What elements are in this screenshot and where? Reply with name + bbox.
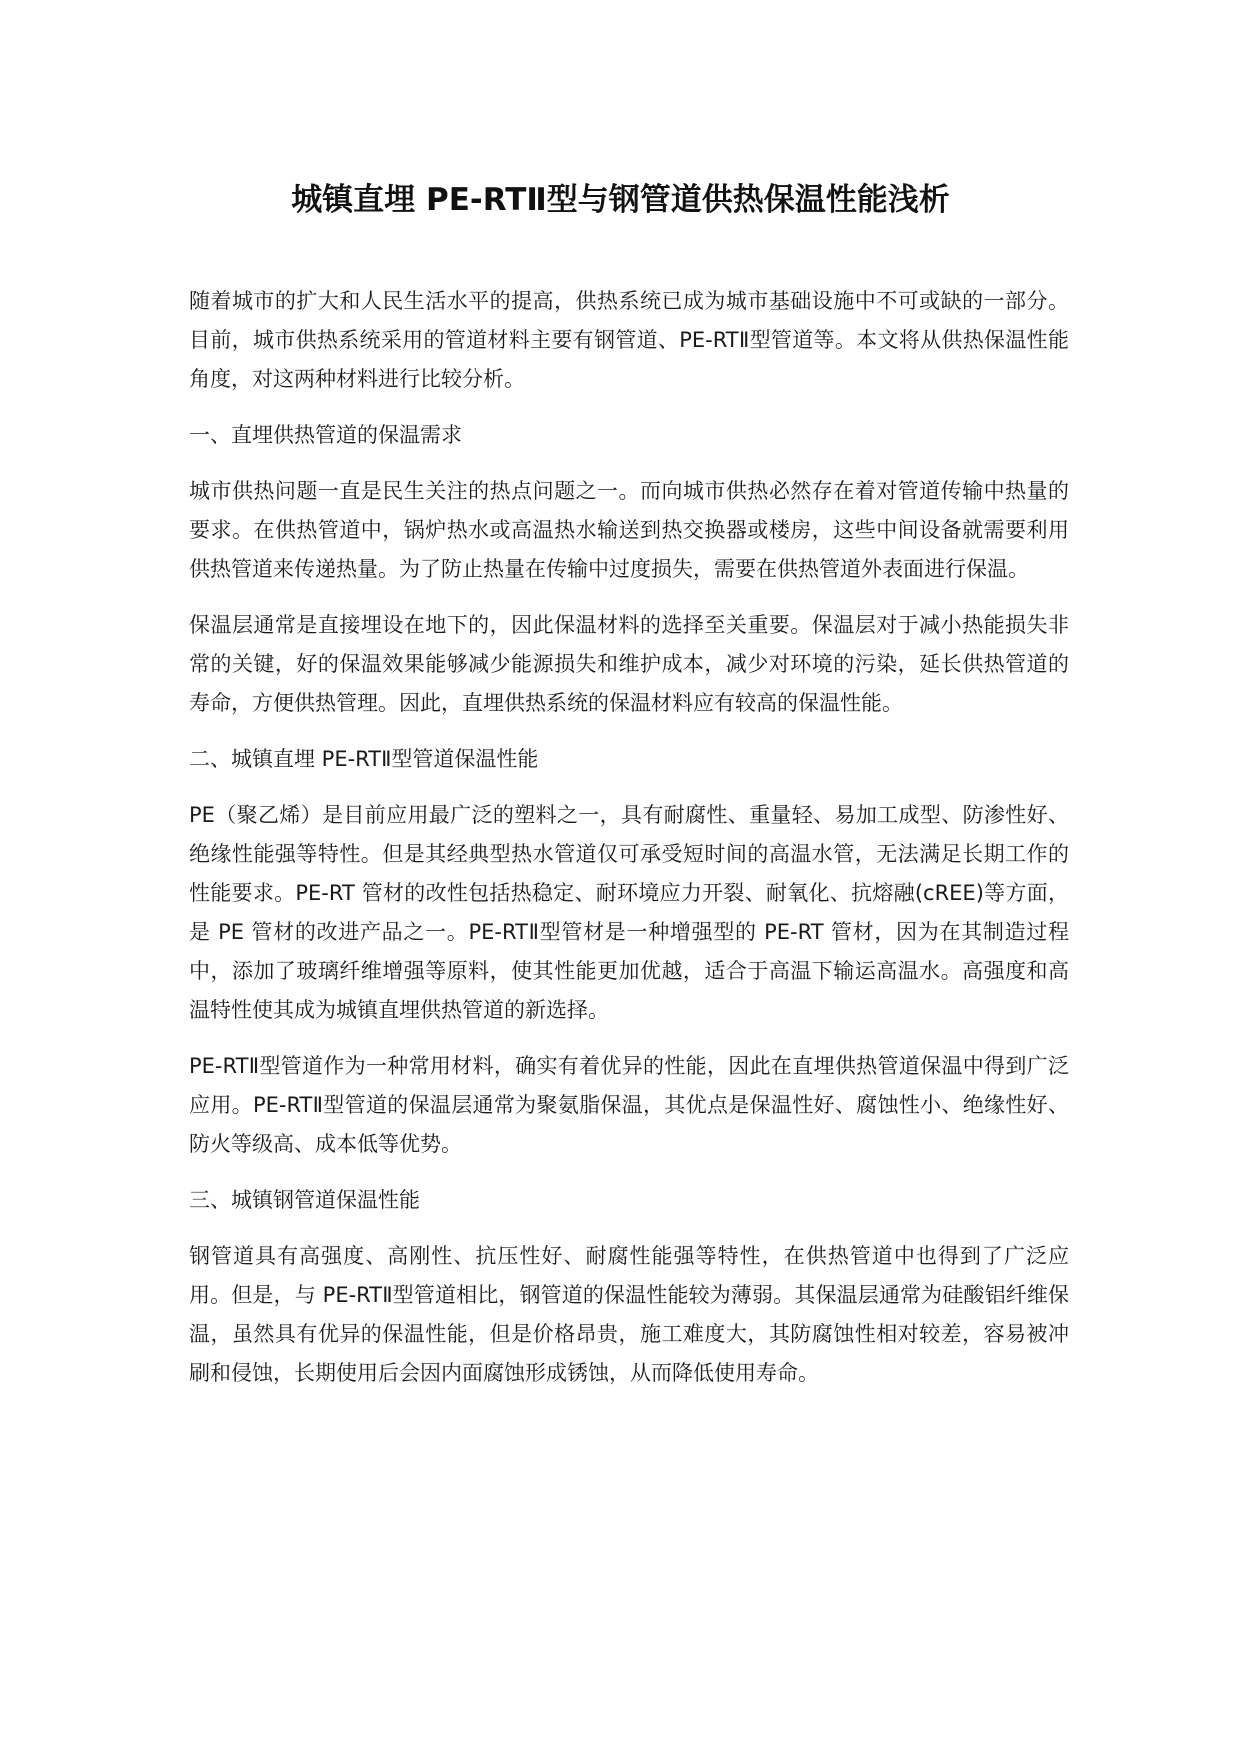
- section-heading-2: 二、城镇直埋 PE-RTⅡ型管道保温性能: [189, 747, 539, 771]
- document-title: 城镇直埋 PE-RTⅡ型与钢管道供热保温性能浅析: [291, 182, 950, 218]
- section-1-paragraph-1: 城市供热问题一直是民生关注的热点问题之一。而向城市供热必然存在着对管道传输中热量的要求。在供热管道中，锅炉热水或高温热水输送到热交换器或楼房，这些中间设备就需要利用供热管道来传递热量。为了防止热量在传输中过度损失，需要在供热管道外表面进行保温。: [189, 479, 1069, 581]
- section-heading-3: 三、城镇钢管道保温性能: [189, 1188, 420, 1212]
- section-1-paragraph-2: 保温层通常是直接埋设在地下的，因此保温材料的选择至关重要。保温层对于减小热能损失非常的关键，好的保温效果能够减少能源损失和维护成本，减少对环境的污染，延长供热管道的寿命，方便供热管理。因此，直埋供热系统的保温材料应有较高的保温性能。: [189, 613, 1069, 715]
- section-2-paragraph-2: PE-RTⅡ型管道作为一种常用材料，确实有着优异的性能，因此在直埋供热管道保温中得到广泛应用。PE-RTⅡ型管道的保温层通常为聚氨脂保温，其优点是保温性好、腐蚀性小、绝缘性好、防火等级高、成本低等优势。: [189, 1054, 1069, 1156]
- section-heading-1: 一、直埋供热管道的保温需求: [189, 423, 462, 447]
- document-body: [189, 282, 1069, 1410]
- intro-paragraph: 随着城市的扩大和人民生活水平的提高，供热系统已成为城市基础设施中不可或缺的一部分。目前，城市供热系统采用的管道材料主要有钢管道、PE-RTⅡ型管道等。本文将从供热保温性能角度，对这两种材料进行比较分析。: [189, 289, 1069, 391]
- section-3-paragraph-1: 钢管道具有高强度、高刚性、抗压性好、耐腐性能强等特性，在供热管道中也得到了广泛应用。但是，与 PE-RTⅡ型管道相比，钢管道的保温性能较为薄弱。其保温层通常为硅酸铝纤维保温，虽然具有优异的保温性能，但是价格昂贵，施工难度大，其防腐蚀性相对较差，容易被冲刷和侵蚀，长期使用后会因内面腐蚀形成锈蚀，从而降低使用寿命。: [189, 1244, 1069, 1385]
- section-2-paragraph-1: PE（聚乙烯）是目前应用最广泛的塑料之一，具有耐腐性、重量轻、易加工成型、防渗性好、绝缘性能强等特性。但是其经典型热水管道仅可承受短时间的高温水管，无法满足长期工作的性能要求。PE-RT 管材的改性包括热稳定、耐环境应力开裂、耐氧化、抗熔融(cREE)等方面，是 PE 管材的改进产品之一。PE-RTⅡ型管材是一种增强型的 PE-RT 管材，因为在其制造过程中，添加了玻璃纤维增强等原料，使其性能更加优越，适合于高温下输运高温水。高强度和高温特性使其成为城镇直埋供热管道的新选择。: [189, 803, 1069, 1022]
